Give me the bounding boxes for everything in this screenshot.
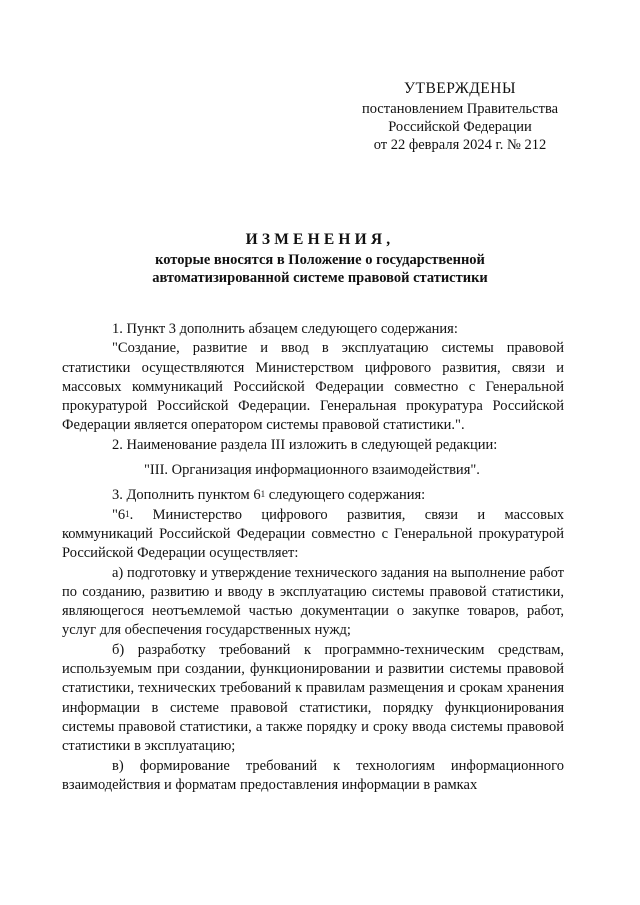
title-main: ИЗМЕНЕНИЯ, (245, 231, 395, 248)
paragraph-6-tail: . Министерство цифрового развития, связи и массовых коммуникаций Российской Федерации совместно с Генеральной прокуратурой Российской Федерации осуществляет: (62, 506, 564, 562)
paragraph-8: б) разработку требований к программно-техническим средствам, используемым при создании, функционировании и развитии системы правовой статистики, технических требований к правилам размещения и срокам хранения информации в системе правовой статистики, порядку функционирования системы правовой статистики, а также порядку и сроку ввода системы правовой статистики в эксплуатацию; (62, 641, 564, 755)
approval-stamp (330, 80, 590, 154)
approval-heading: УТВЕРЖДЕНЫ (404, 80, 516, 97)
document-title (62, 229, 578, 287)
title-subtitle-1: которые вносятся в Положение о государственной (155, 252, 485, 268)
paragraph-9: в) формирование требований к технологиям информационного взаимодействия и форматам предоставления информации в рамках (62, 757, 564, 793)
paragraph-5 (62, 486, 564, 505)
paragraph-4: "III. Организация информационного взаимодействия". (144, 462, 480, 479)
document-body (62, 320, 564, 795)
approval-line-2: Российской Федерации (388, 119, 532, 135)
paragraph-3: 2. Наименование раздела III изложить в следующей редакции: (112, 436, 498, 453)
paragraph-6 (62, 506, 564, 564)
approval-line-3: от 22 февраля 2024 г. № 212 (373, 137, 547, 153)
paragraph-7: а) подготовку и утверждение технического задания на выполнение работ по созданию, развитию и вводу в эксплуатацию системы правовой статистики, являющегося неотъемлемой частью документации о закупке товаров, работ, услуг для обеспечения государственных нужд; (62, 564, 564, 639)
paragraph-1: 1. Пункт 3 дополнить абзацем следующего содержания: (112, 321, 458, 337)
paragraph-5-tail: следующего содержания: (265, 487, 426, 504)
approval-line-1: постановлением Правительства (361, 101, 559, 117)
paragraph-6-text: "6 (112, 506, 126, 523)
paragraph-5-text: 3. Дополнить пунктом 6 (112, 487, 261, 504)
title-subtitle-2: автоматизированной системе правовой статистики (152, 270, 488, 286)
superscript: 1 (260, 489, 266, 500)
superscript: 1 (125, 508, 130, 519)
paragraph-2: "Создание, развитие и ввод в эксплуатацию системы правовой статистики осуществляются Министерством цифрового развития, связи и массовых коммуникаций Российской Федерации совместно с Генеральной прокуратурой Российской Федерации. Генеральная прокуратура Российской Федерации является оператором системы правовой статистики.". (62, 340, 564, 434)
